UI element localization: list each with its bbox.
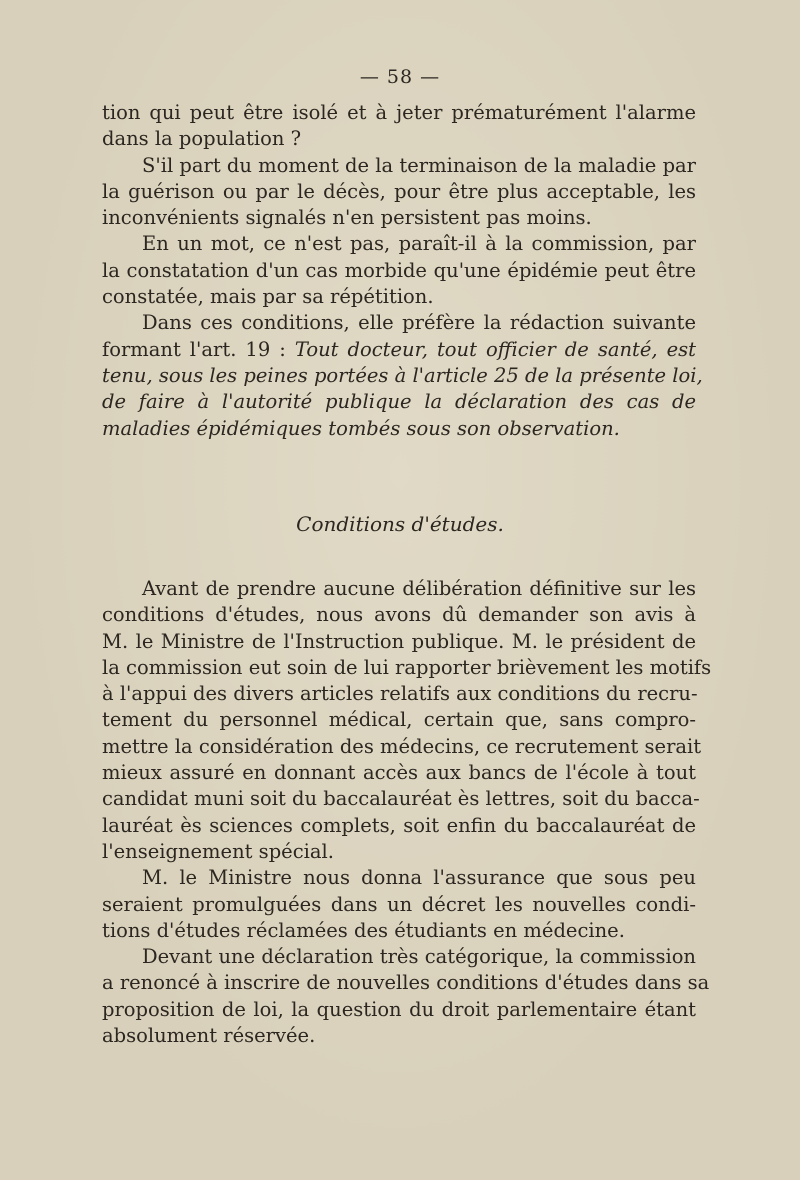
text-line: lauréat ès sciences complets, soit enfin du baccalauréat de [102, 813, 696, 837]
article-line-italic: Tout docteur, tout officier de santé, est [294, 337, 697, 361]
text-line: tement du personnel médical, certain que, sans compro- [102, 708, 696, 732]
text-line: la constatation d'un cas morbide qu'une épidémie peut être [102, 258, 696, 282]
italic-line: tenu, sous les peines portées à l'article 25 de la présente loi, [102, 363, 703, 387]
text-line: seraient promulguées dans un décret les nouvelles condi- [102, 892, 696, 916]
page-number: — 58 — [359, 66, 441, 88]
text-line: l'enseignement spécial. [102, 839, 334, 863]
text-line: conditions d'études, nous avons dû demander son avis à [102, 603, 696, 627]
text-line: la commission eut soin de lui rapporter brièvement les motifs [102, 655, 712, 679]
italic-line: maladies épidémiques tombés sous son observation. [102, 416, 620, 440]
text-line: En un mot, ce n'est pas, paraît-il à la commission, par [142, 232, 696, 256]
text-line: M. le Ministre nous donna l'assurance que sous peu [142, 866, 696, 890]
text-block-bottom [102, 576, 712, 1049]
article-line-start: formant l'art. 19 : [102, 337, 295, 361]
text-line: Avant de prendre aucune délibération définitive sur les [142, 577, 696, 600]
text-line: candidat muni soit du baccalauréat ès lettres, soit du bacca- [102, 787, 700, 811]
text-line: mettre la considération des médecins, ce recrutement serait [102, 734, 702, 758]
text-line: constatée, mais par sa répétition. [102, 285, 434, 309]
text-line: M. le Ministre de l'Instruction publique. M. le président de [102, 629, 696, 653]
text-line: proposition de loi, la question du droit parlementaire étant [102, 997, 696, 1021]
text-line: Devant une déclaration très catégorique, la commission [142, 945, 696, 969]
text-line: la guérison ou par le décès, pour être plus acceptable, les [102, 179, 696, 203]
text-line: tion qui peut être isolé et à jeter prématurément l'alarme [102, 101, 696, 124]
text-line: Dans ces conditions, elle préfère la rédaction suivante [142, 311, 696, 335]
text-block-top [102, 100, 703, 442]
text-line: tions d'études réclamées des étudiants en médecine. [102, 918, 625, 942]
text-line: inconvénients signalés n'en persistent pas moins. [102, 206, 592, 230]
text-line: à l'appui des divers articles relatifs aux conditions du recru- [102, 682, 698, 706]
text-line: absolument réservée. [102, 1024, 316, 1048]
text-line: S'il part du moment de la terminaison de la maladie par [142, 153, 696, 177]
text-line: mieux assuré en donnant accès aux bancs de l'école à tout [102, 761, 696, 785]
italic-line: de faire à l'autorité publique la déclaration des cas de [102, 390, 696, 414]
section-heading: Conditions d'études. [296, 512, 504, 536]
text-line: a renoncé à inscrire de nouvelles conditions d'études dans sa [102, 971, 710, 995]
article-line [102, 337, 696, 363]
text-line: dans la population ? [102, 127, 302, 151]
